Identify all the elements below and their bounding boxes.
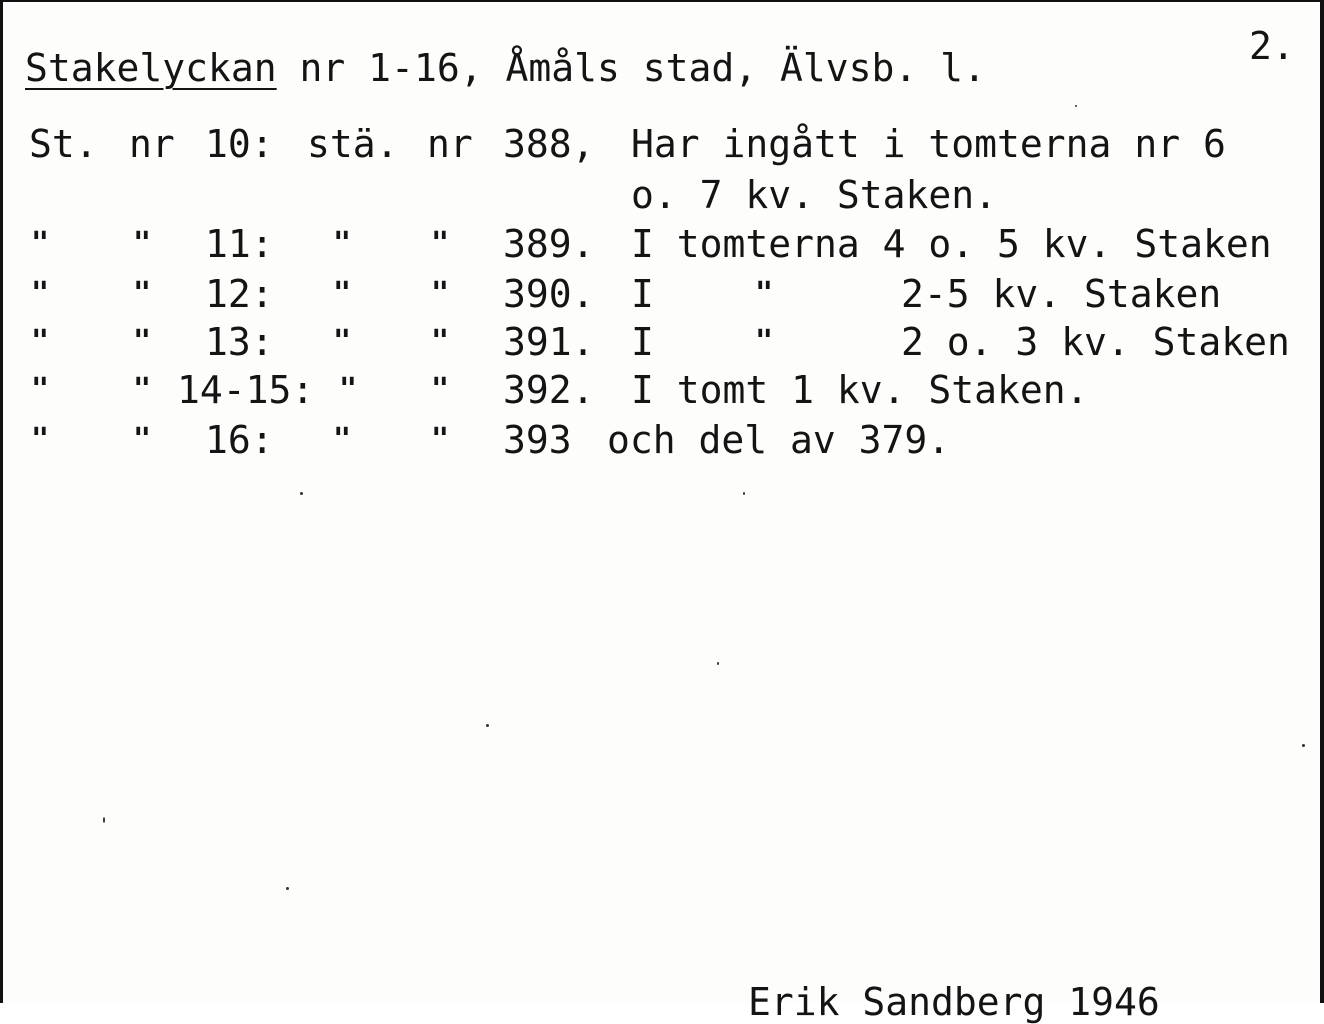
- scan-speck: [717, 662, 719, 665]
- row-3-col2: ": [133, 276, 152, 311]
- scan-speck: [103, 817, 105, 823]
- row-1-text: Har ingått i tomterna nr 6: [631, 122, 1226, 166]
- row-6-sta-nr: 393: [503, 418, 572, 462]
- row-3-col4: ": [333, 276, 352, 311]
- row-2-col1: ": [31, 226, 50, 261]
- row-5-sta-nr: 392.: [503, 368, 595, 412]
- row-3-col5: ": [431, 276, 450, 311]
- row-4-ditto: ": [755, 324, 774, 359]
- row-5-col1: ": [31, 372, 50, 407]
- row-5-col5: ": [431, 372, 450, 407]
- row-2-sta-nr: 389.: [503, 222, 595, 266]
- row-3-text-a: I: [631, 272, 654, 316]
- row-3-sta-nr: 390.: [503, 272, 595, 316]
- row-4-col2: ": [133, 324, 152, 359]
- row-4-text-a: I: [631, 320, 654, 364]
- row-4-col4: ": [333, 324, 352, 359]
- row-2-col5: ": [431, 226, 450, 261]
- row-1-sta-nr: 388,: [503, 122, 595, 166]
- card-footer-signature: Erik Sandberg 1946: [748, 980, 1160, 1024]
- row-2-text: I tomterna 4 o. 5 kv. Staken: [631, 222, 1272, 266]
- row-6-text: och del av 379.: [607, 418, 951, 462]
- row-1-col1: St.: [29, 122, 98, 166]
- scan-speck: [286, 887, 289, 890]
- row-5-col4: ": [339, 372, 358, 407]
- row-4-col5: ": [431, 324, 450, 359]
- row-1-continuation: o. 7 kv. Staken.: [631, 173, 998, 217]
- row-1-st-nr: 10:: [205, 122, 274, 166]
- row-5-col2: ": [133, 372, 152, 407]
- row-3-text-b: 2-5 kv. Staken: [901, 272, 1222, 316]
- row-5-text: I tomt 1 kv. Staken.: [631, 368, 1089, 412]
- row-6-col5: ": [431, 422, 450, 457]
- row-6-col1: ": [31, 422, 50, 457]
- row-5-st-nr: 14-15:: [177, 368, 315, 412]
- heading-rest: nr 1-16, Åmåls stad, Älvsb. l.: [276, 46, 986, 90]
- row-1-col2: nr: [129, 122, 175, 166]
- row-3-ditto: ": [755, 276, 774, 311]
- scan-speck: [743, 492, 745, 495]
- row-2-col4: ": [333, 226, 352, 261]
- card-heading: [25, 46, 986, 90]
- row-2-st-nr: 11:: [205, 222, 274, 266]
- heading-title: Stakelyckan: [25, 46, 277, 90]
- row-6-col2: ": [133, 422, 152, 457]
- row-1-col4: stä.: [307, 122, 399, 166]
- row-1-col5: nr: [427, 122, 473, 166]
- row-4-col1: ": [31, 324, 50, 359]
- row-3-col1: ": [31, 276, 50, 311]
- scan-speck: [300, 492, 303, 495]
- scan-speck: [1075, 105, 1077, 107]
- scan-speck: [1302, 744, 1305, 747]
- row-4-sta-nr: 391.: [503, 320, 595, 364]
- row-4-text-b: 2 o. 3 kv. Staken: [901, 320, 1290, 364]
- row-3-st-nr: 12:: [205, 272, 274, 316]
- page-number: 2.: [1249, 24, 1295, 68]
- row-4-st-nr: 13:: [205, 320, 274, 364]
- row-6-col4: ": [333, 422, 352, 457]
- row-2-col2: ": [133, 226, 152, 261]
- scan-speck: [486, 724, 489, 727]
- row-6-st-nr: 16:: [205, 418, 274, 462]
